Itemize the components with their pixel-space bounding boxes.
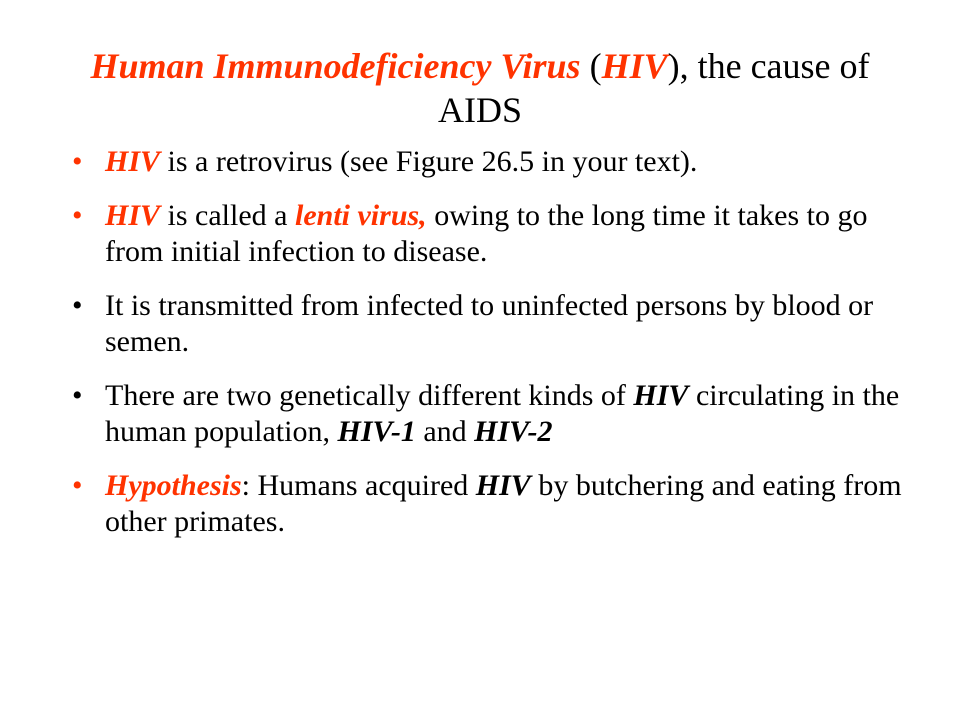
bullet-dot: • (72, 289, 83, 322)
bullet-text-hiv-1: HIV-1 (337, 415, 416, 448)
title-rest: ), the cause of AIDS (437, 46, 870, 130)
bullet-text: : Humans acquired (241, 469, 476, 502)
bullet-item-retrovirus (72, 144, 902, 180)
bullet-text: is called a (160, 199, 295, 232)
bullet-text-hiv-2: HIV-2 (474, 415, 553, 448)
bullet-item-transmission (72, 288, 902, 360)
bullet-text: owing to the long time it takes to go from initial infection to disease. (105, 199, 868, 268)
bullet-text: It is transmitted from infected to uninfected persons by blood or semen. (105, 289, 874, 358)
bullet-item-two-kinds (72, 378, 902, 450)
bullet-text-hiv: HIV (105, 145, 161, 178)
bullet-text: is a retrovirus (see Figure 26.5 in your text). (160, 145, 698, 178)
bullet-text: by butchering and eating from other primates. (105, 469, 902, 538)
bullet-dot: • (72, 469, 83, 502)
title-hiv-abbrev: HIV (601, 46, 668, 86)
bullet-dot: • (72, 145, 83, 178)
bullet-text-lenti-virus: lenti virus, (294, 199, 427, 232)
title-paren-open: ( (580, 46, 602, 86)
bullet-item-lenti-virus (72, 198, 902, 270)
bullet-text-hiv: HIV (475, 469, 531, 502)
title-virus-name: Human Immunodeficiency Virus (90, 46, 581, 86)
bullet-dot: • (72, 379, 83, 412)
bullet-item-hypothesis (72, 468, 902, 540)
bullet-text-hiv: HIV (633, 379, 689, 412)
bullet-text: There are two genetically different kinds of (105, 379, 634, 412)
bullet-dot: • (72, 199, 83, 232)
bullet-text-hiv: HIV (105, 199, 161, 232)
slide-title (60, 44, 900, 132)
bullet-text: circulating in the human population, (105, 379, 900, 448)
bullet-list (72, 144, 902, 558)
bullet-text: and (415, 415, 475, 448)
bullet-text-hypothesis: Hypothesis (105, 469, 242, 502)
